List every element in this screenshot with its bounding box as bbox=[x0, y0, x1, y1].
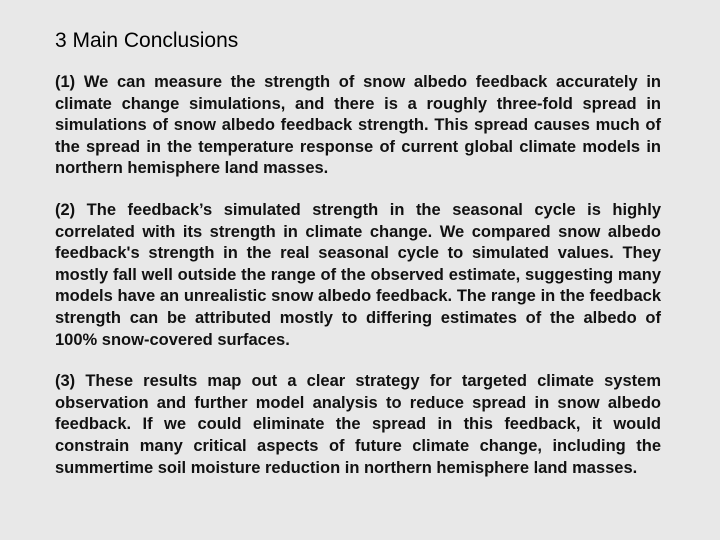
conclusion-paragraph-3: (3) These results map out a clear strategy for targeted climate system observation and further model analysis to reduce spread in snow albedo feedback. If we could eliminate the spread in this feedback, it would constrain many critical aspects of future climate change, including the summertime soil moisture reduction in northern hemisphere land masses. bbox=[55, 372, 661, 477]
slide-title: 3 Main Conclusions bbox=[55, 29, 239, 52]
slide-body bbox=[55, 72, 661, 479]
conclusion-paragraph-2: (2) The feedback’s simulated strength in the seasonal cycle is highly correlated with its strength in climate change. We compared snow albedo feedback's strength in the real seasonal cycle to simulated values. They mostly fall well outside the range of the observed estimate, suggesting many models have an unrealistic snow albedo feedback. The range in the feedback strength can be attributed mostly to differing estimates of the albedo of 100% snow-covered surfaces. bbox=[55, 200, 661, 349]
conclusion-paragraph-1: (1) We can measure the strength of snow albedo feedback accurately in climate change simulations, and there is a roughly three-fold spread in simulations of snow albedo feedback strength. This spread causes much of the spread in the temperature response of current global climate models in northern hemisphere land masses. bbox=[55, 73, 661, 178]
